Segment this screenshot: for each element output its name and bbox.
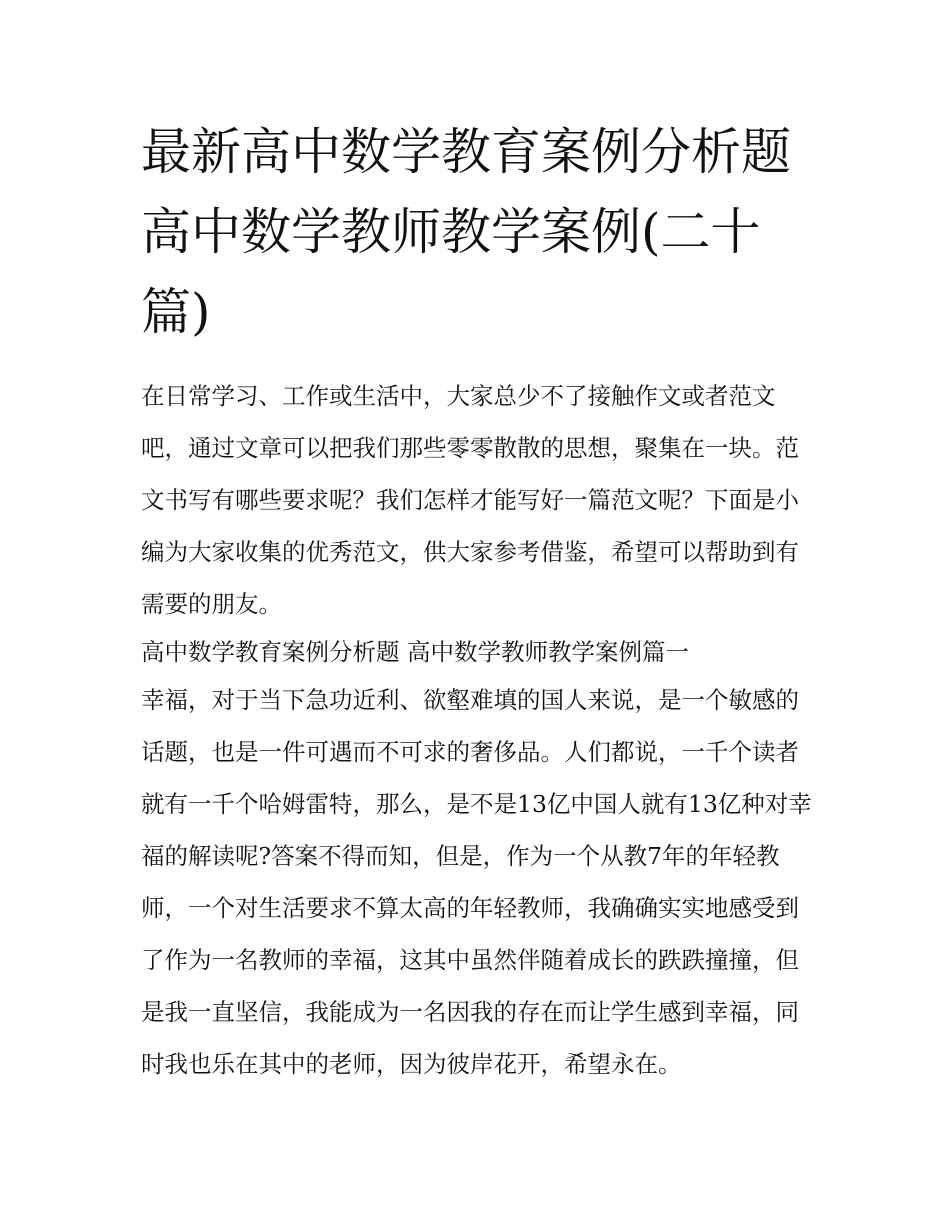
intro-paragraph: 在日常学习、工作或生活中，大家总少不了接触作文或者范文吧，通过文章可以把我们那些零零散散的思想，聚集在一块。范文书写有哪些要求呢？我们怎样才能写好一篇范文呢？下面是小编为大家收集的优秀范文，供大家参考借鉴，希望可以帮助到有需要的朋友。 (141, 382, 799, 618)
section-heading: 高中数学教育案例分析题 高中数学教师教学案例篇一 (141, 638, 689, 666)
document-title: 最新高中数学教育案例分析题 高中数学教师教学案例(二十篇) (141, 123, 791, 341)
document-page (141, 112, 821, 1090)
section-body-paragraph: 幸福，对于当下急功近利、欲壑难填的国人来说，是一个敏感的话题，也是一件可遇而不可求的奢侈品。人们都说，一千个读者就有一千个哈姆雷特，那么，是不是13亿中国人就有13亿种对幸福的解读呢?答案不得而知，但是，作为一个从教7年的年轻教师，一个对生活要求不算太高的年轻教师，我确确实实地感受到了作为一名教师的幸福，这其中虽然伴随着成长的跌跌撞撞，但是我一直坚信，我能成为一名因我的存在而让学生感到幸福，同时我也乐在其中的老师，因为彼岸花开，希望永在。 (141, 686, 812, 1078)
